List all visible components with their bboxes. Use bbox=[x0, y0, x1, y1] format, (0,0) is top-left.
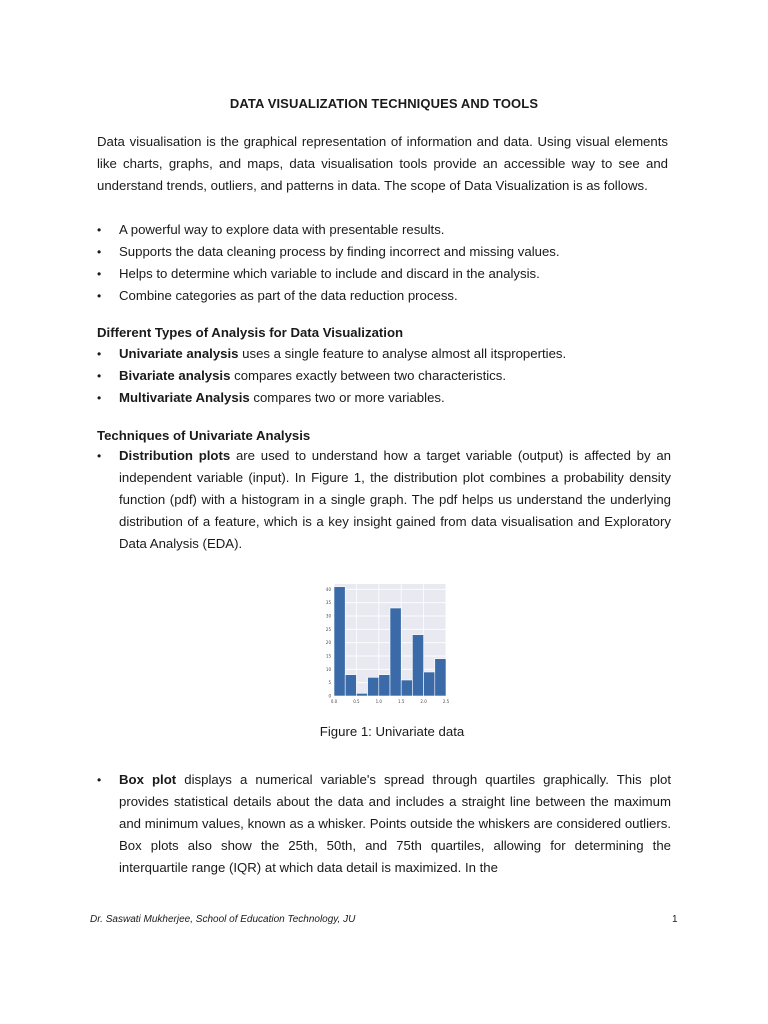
histogram-bar bbox=[424, 672, 435, 696]
y-tick-label: 25 bbox=[325, 626, 331, 632]
term: Multivariate Analysis bbox=[119, 390, 250, 405]
footer-author: Dr. Saswati Mukherjee, School of Education Technology, JU bbox=[90, 914, 356, 925]
list-item: • Supports the data cleaning process by finding incorrect and missing values. bbox=[97, 241, 672, 263]
list-item: • Univariate analysis uses a single feature to analyse almost all itsproperties. bbox=[97, 343, 672, 365]
histogram-bar bbox=[390, 608, 401, 696]
figure-caption: Figure 1: Univariate data bbox=[319, 724, 465, 739]
histogram-bar bbox=[379, 675, 390, 696]
bullet-icon: • bbox=[97, 267, 102, 281]
histogram-bar bbox=[435, 659, 446, 696]
histogram-chart bbox=[310, 580, 452, 710]
term: Univariate analysis bbox=[119, 346, 239, 361]
bullet-icon: • bbox=[97, 245, 102, 259]
page-title: DATA VISUALIZATION TECHNIQUES AND TOOLS bbox=[229, 96, 539, 111]
bullet-icon: • bbox=[97, 391, 102, 405]
histogram-bar bbox=[401, 680, 412, 696]
bullet-icon: • bbox=[97, 347, 102, 361]
bullet-icon: • bbox=[97, 449, 102, 463]
boxplot-list bbox=[97, 769, 671, 879]
y-tick-label: 20 bbox=[325, 640, 331, 646]
list-item: • Distribution plots are used to understand how a target variable (output) is affected by an independent variable (input). In Figure 1, the distribution plot combines a probability density function (pdf) with a histogram in a single graph. The pdf helps us understand the underlying distribution of a feature, which is a key insight gained from data visualisation and Exploratory Data Analysis (EDA). bbox=[97, 445, 671, 555]
y-tick-label: 30 bbox=[325, 613, 331, 619]
y-tick-label: 35 bbox=[325, 600, 331, 606]
x-tick-label: 1.5 bbox=[398, 699, 405, 704]
term: Distribution plots bbox=[119, 448, 231, 463]
scope-list bbox=[97, 219, 672, 307]
term: Bivariate analysis bbox=[119, 368, 231, 383]
list-item: • Combine categories as part of the data reduction process. bbox=[97, 285, 672, 307]
histogram-bar bbox=[412, 635, 423, 696]
list-item: • Box plot displays a numerical variable's spread through quartiles graphically. This plot provides statistical details about the data and includes a straight line between the maximum and minimum values, known as a whisker. Points outside the whiskers are considered outliers. Box plots also show the 25th, 50th, and 75th quartiles, allowing for determining the interquartile range (IQR) at which data detail is maximized. In the bbox=[97, 769, 671, 879]
histogram-bar bbox=[368, 677, 379, 696]
y-tick-labels bbox=[326, 587, 332, 699]
page-number: 1 bbox=[672, 914, 678, 925]
list-item: • Multivariate Analysis compares two or more variables. bbox=[97, 387, 672, 409]
list-item: • Helps to determine which variable to include and discard in the analysis. bbox=[97, 263, 672, 285]
y-tick-label: 0 bbox=[328, 693, 331, 699]
histogram-bar bbox=[356, 693, 367, 696]
x-tick-labels bbox=[331, 699, 450, 704]
types-list bbox=[97, 343, 672, 409]
y-tick-label: 10 bbox=[325, 666, 331, 672]
x-tick-label: 1.0 bbox=[375, 699, 382, 704]
intro-paragraph: Data visualisation is the graphical representation of information and data. Using visual elements like charts, graphs, and maps, data visualisation tools provide an accessible way to see and understand trends, outliers, and patterns in data. The scope of Data Visualization is as follows. bbox=[97, 134, 668, 193]
types-heading: Different Types of Analysis for Data Visualization bbox=[97, 325, 404, 340]
list-item: • A powerful way to explore data with presentable results. bbox=[97, 219, 672, 241]
x-tick-label: 2.0 bbox=[420, 699, 427, 704]
y-tick-label: 15 bbox=[325, 653, 331, 659]
bullet-icon: • bbox=[97, 289, 102, 303]
univariate-list bbox=[97, 445, 671, 555]
x-tick-label: 2.5 bbox=[442, 699, 450, 704]
x-tick-label: 0.5 bbox=[353, 699, 360, 704]
bullet-icon: • bbox=[97, 369, 102, 383]
y-tick-label: 5 bbox=[328, 680, 331, 686]
list-item: • Bivariate analysis compares exactly between two characteristics. bbox=[97, 365, 672, 387]
bullet-icon: • bbox=[97, 223, 102, 237]
bullet-icon: • bbox=[97, 773, 102, 787]
x-tick-label: 0.0 bbox=[330, 699, 338, 704]
term: Box plot bbox=[119, 772, 177, 787]
y-tick-label: 40 bbox=[325, 586, 331, 592]
histogram-bar bbox=[345, 675, 356, 696]
histogram-bar bbox=[334, 587, 345, 696]
univariate-heading: Techniques of Univariate Analysis bbox=[97, 428, 311, 443]
